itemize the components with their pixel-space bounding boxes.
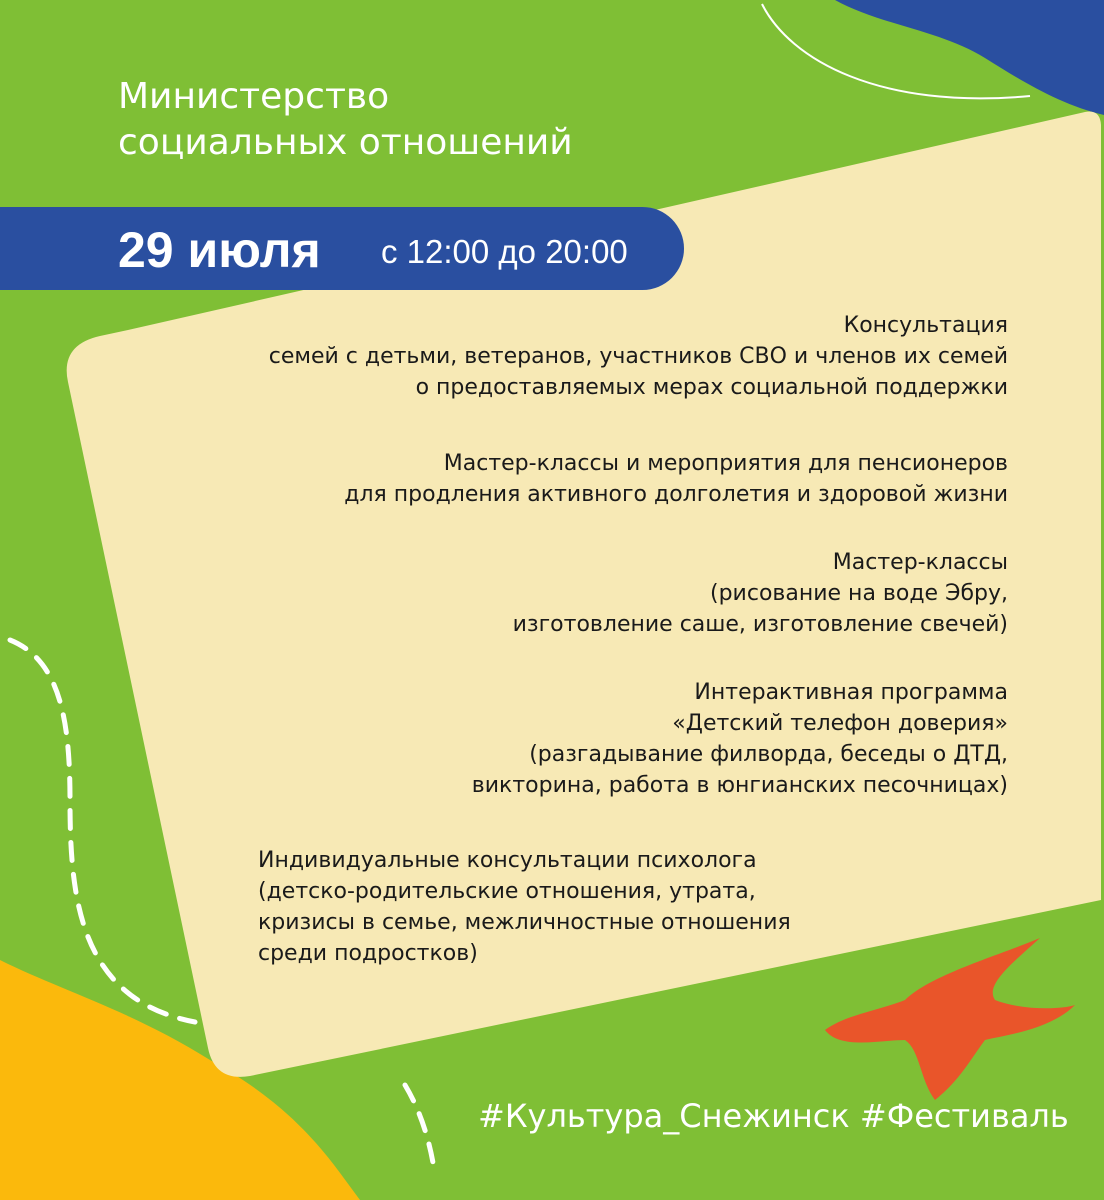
event-line: (разгадывание филворда, беседы о ДТД,	[529, 742, 1008, 767]
event-master-classes	[513, 547, 1008, 640]
event-line: Мастер-классы	[832, 550, 1008, 575]
event-line: Индивидуальные консультации психолога	[258, 848, 757, 873]
event-line: кризисы в семье, межличностные отношения	[258, 910, 791, 935]
event-line: изготовление саше, изготовление свечей)	[512, 612, 1008, 637]
event-line: «Детский телефон доверия»	[672, 711, 1008, 736]
event-time: с 12:00 до 20:00	[381, 233, 628, 270]
event-line: для продления активного долголетия и здоровой жизни	[344, 482, 1008, 507]
event-psychologist	[258, 845, 791, 969]
event-line: о предоставляемых мерах социальной поддержки	[415, 375, 1008, 400]
event-line: семей с детьми, ветеранов, участников СВО и членов их семей	[268, 344, 1008, 369]
event-date: 29 июля	[118, 222, 321, 278]
title-line: Министерство	[118, 76, 390, 117]
event-interactive-program	[472, 677, 1008, 801]
event-line: среди подростков)	[258, 941, 478, 966]
event-line: Интерактивная программа	[694, 680, 1008, 705]
dashed-line-bottom	[405, 1085, 435, 1175]
event-line: (рисование на воде Эбру,	[710, 581, 1008, 606]
event-line: (детско-родительские отношения, утрата,	[258, 879, 756, 904]
event-line: Мастер-классы и мероприятия для пенсионеров	[443, 451, 1008, 476]
event-pensioners	[344, 448, 1008, 510]
orange-star-shape	[825, 938, 1075, 1100]
ministry-title	[118, 74, 573, 166]
event-line: викторина, работа в юнгианских песочницах)	[471, 773, 1008, 798]
event-consultation	[269, 310, 1008, 403]
title-line: социальных отношений	[118, 122, 573, 163]
hashtags: #Культура_Снежинск #Фестиваль	[478, 1097, 1069, 1135]
event-line: Консультация	[843, 313, 1008, 338]
